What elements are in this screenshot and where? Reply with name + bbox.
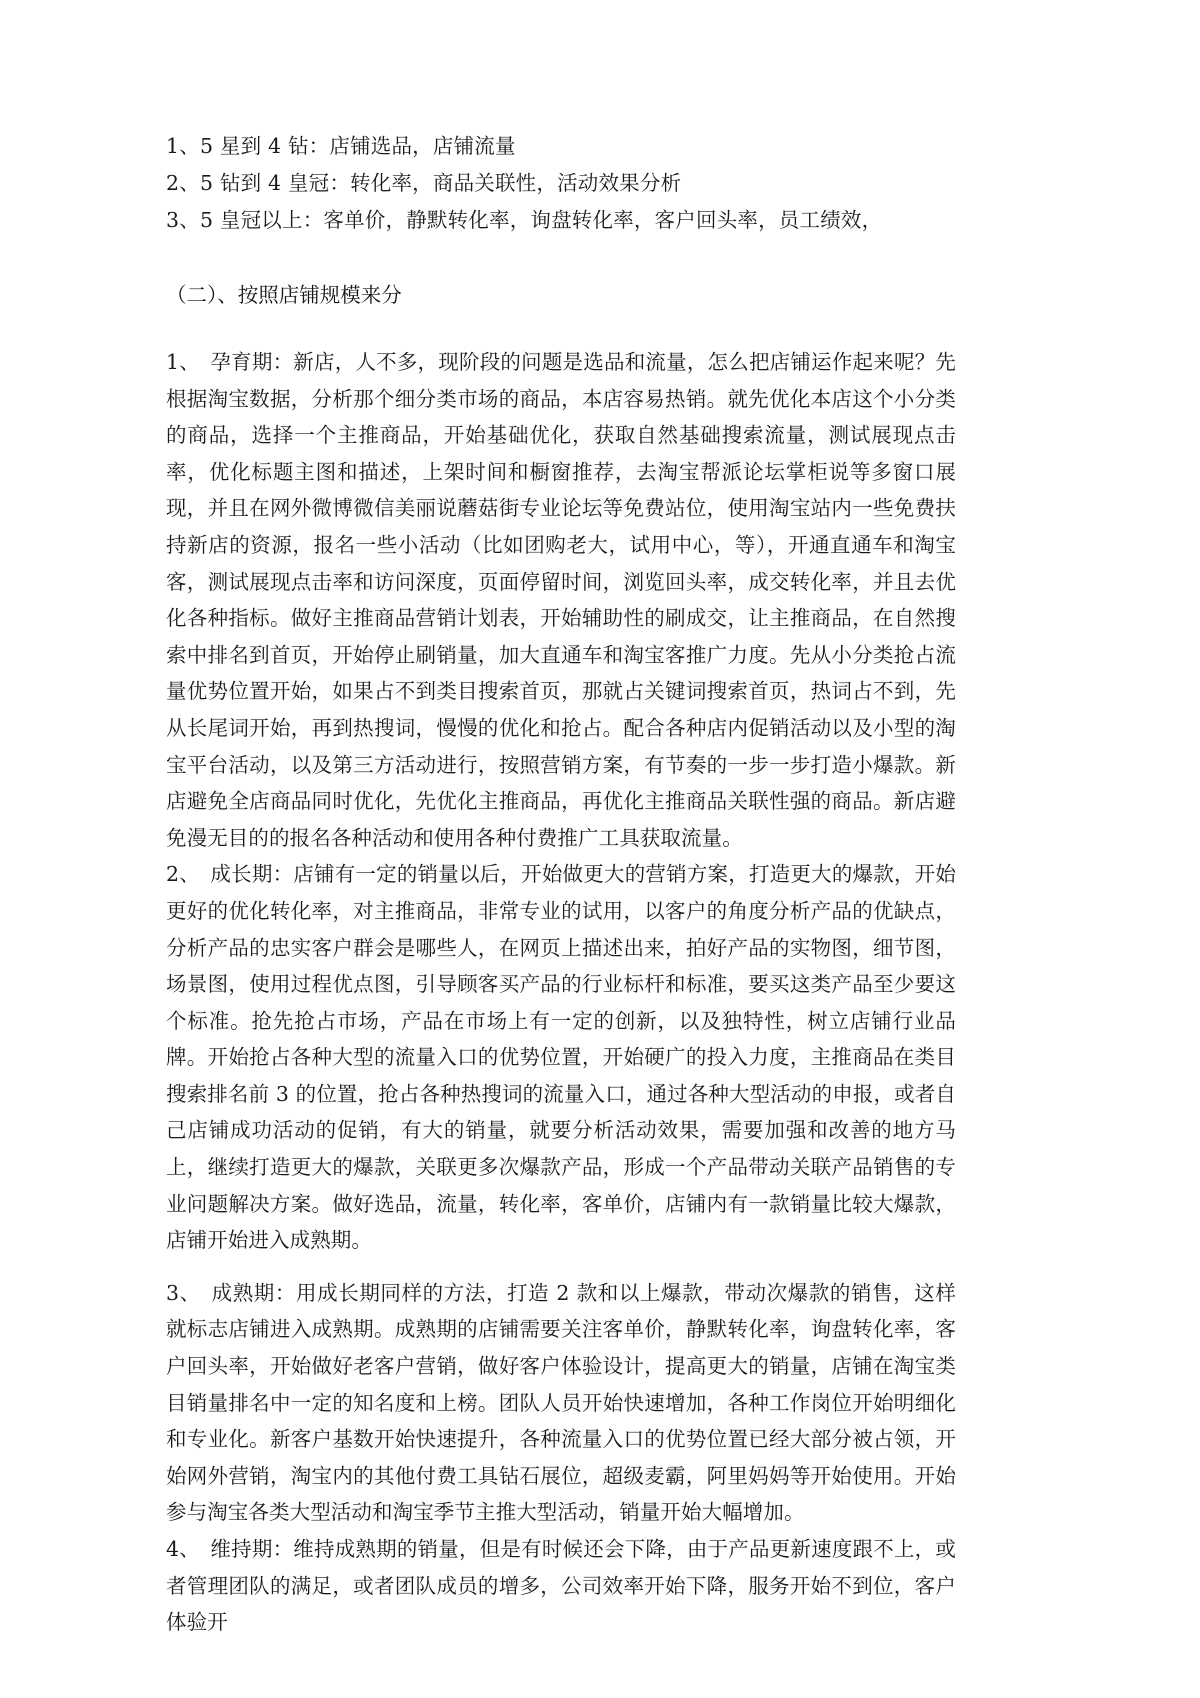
list-item: 1、5 星到 4 钻：店铺选品，店铺流量 — [166, 134, 516, 158]
spacer — [166, 239, 956, 277]
spacer — [166, 1259, 956, 1275]
paragraph-maintenance: 4、 维持期：维持成熟期的销量，但是有时候还会下降，由于产品更新速度跟不上，或者管理团队的满足，或者团队成员的增多，公司效率开始下降，服务开始不到位，客户体验开 — [166, 1537, 956, 1635]
paragraph-growth: 2、 成长期：店铺有一定的销量以后，开始做更大的营销方案，打造更大的爆款，开始更好的优化转化率，对主推商品，非常专业的试用，以客户的角度分析产品的优缺点，分析产品的忠实客户群会是哪些人，在网页上描述出来，拍好产品的实物图，细节图，场景图，使用过程优点图，引导顾客买产品的行业标杆和标准，要买这类产品至少要这个标准。抢先抢占市场，产品在市场上有一定的创新，以及独特性，树立店铺行业品牌。开始抢占各种大型的流量入口的优势位置，开始硬广的投入力度，主推商品在类目搜索排名前 3 的位置，抢占各种热搜词的流量入口，通过各种大型活动的申报，或者自己店铺成功活动的促销，有大的销量，就要分析活动效果，需要加强和改善的地方马上，继续打造更大的爆款，关联更多次爆款产品，形成一个产品带动关联产品销售的专业问题解决方案。做好选品，流量，转化率，客单价，店铺内有一款销量比较大爆款，店铺开始进入成熟期。 — [166, 862, 956, 1253]
list-item: 3、5 皇冠以上：客单价，静默转化率，询盘转化率，客户回头率，员工绩效， — [166, 208, 883, 232]
list-item: 2、5 钻到 4 皇冠：转化率，商品关联性，活动效果分析 — [166, 171, 682, 195]
paragraph-maturity: 3、 成熟期：用成长期同样的方法，打造 2 款和以上爆款，带动次爆款的销售，这样就标志店铺进入成熟期。成熟期的店铺需要关注客单价，静默转化率，询盘转化率，客户回头率，开始做好老客户营销，做好客户体验设计，提高更大的销量，店铺在淘宝类目销量排名中一定的知名度和上榜。团队人员开始快速增加，各种工作岗位开始明细化和专业化。新客户基数开始快速提升，各种流量入口的优势位置已经大部分被占领，开始网外营销，淘宝内的其他付费工具钻石展位，超级麦霸，阿里妈妈等开始使用。开始参与淘宝各类大型活动和淘宝季节主推大型活动，销量开始大幅增加。 — [166, 1280, 956, 1525]
paragraph-incubation: 1、 孕育期：新店，人不多，现阶段的问题是选品和流量，怎么把店铺运作起来呢？先根据淘宝数据，分析那个细分类市场的商品，本店容易热销。就先优化本店这个小分类的商品，选择一个主推商品，开始基础优化，获取自然基础搜索流量，测试展现点击率，优化标题主图和描述，上架时间和橱窗推荐，去淘宝帮派论坛掌柜说等多窗口展现，并且在网外微博微信美丽说蘑菇街专业论坛等免费站位，使用淘宝站内一些免费扶持新店的资源，报名一些小活动（比如团购老大，试用中心，等），开通直通车和淘宝客，测试展现点击率和访问深度，页面停留时间，浏览回头率，成交转化率，并且去优化各种指标。做好主推商品营销计划表，开始辅助性的刷成交，让主推商品，在自然搜索中排名到首页，开始停止刷销量，加大直通车和淘宝客推广力度。先从小分类抢占流量优势位置开始，如果占不到类目搜索首页，那就占关键词搜索首页，热词占不到，先从长尾词开始，再到热搜词，慢慢的优化和抢占。配合各种店内促销活动以及小型的淘宝平台活动，以及第三方活动进行，按照营销方案，有节奏的一步一步打造小爆款。新店避免全店商品同时优化，先优化主推商品，再优化主推商品关联性强的商品。新店避免漫无目的的报名各种活动和使用各种付费推广工具获取流量。 — [166, 350, 956, 850]
section-heading: （二）、按照店铺规模来分 — [166, 283, 402, 307]
document-content — [166, 128, 956, 1641]
spacer — [166, 314, 956, 344]
